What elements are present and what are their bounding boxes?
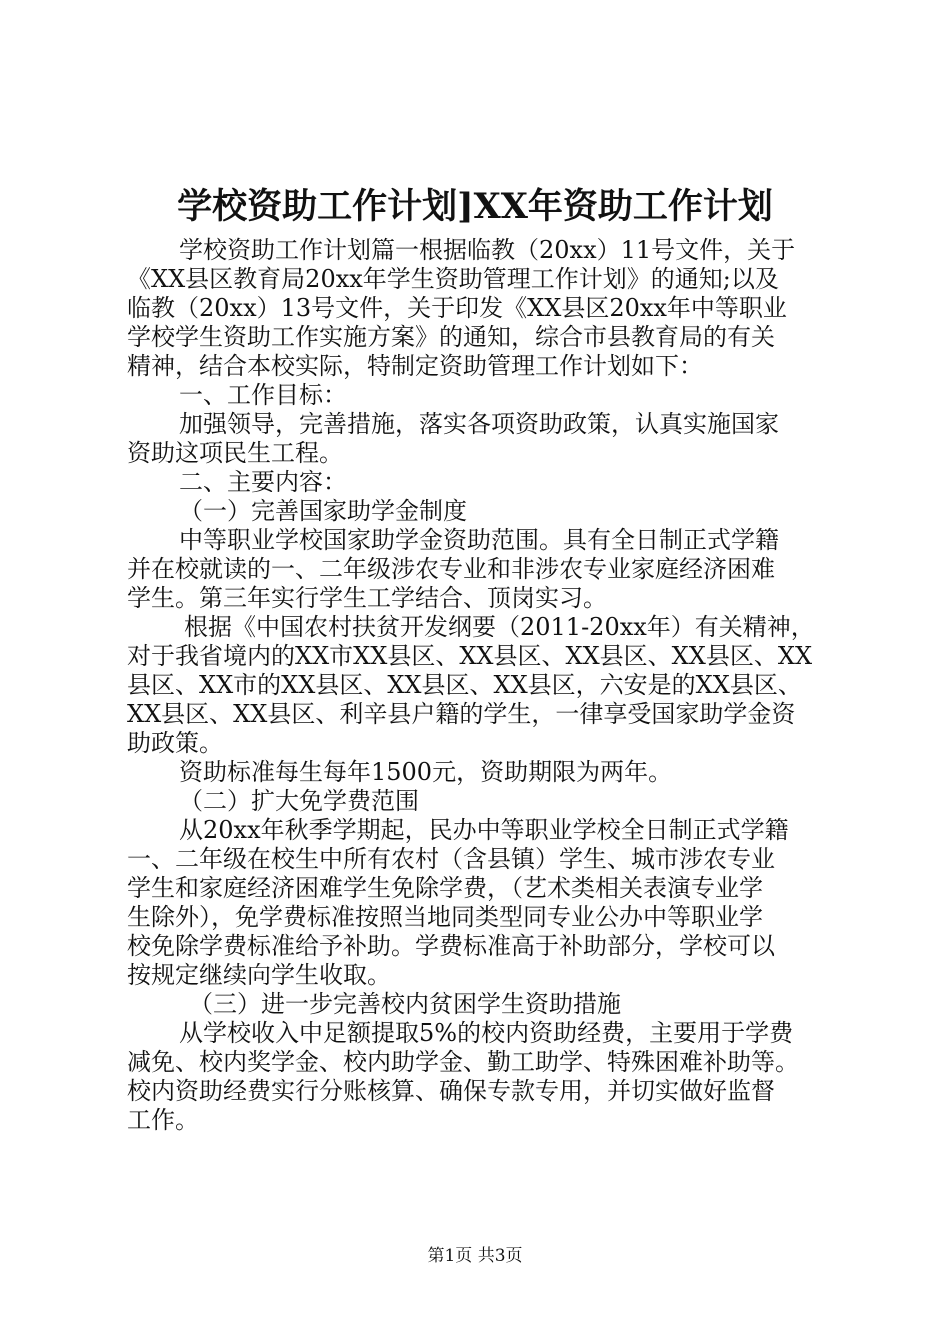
paragraph-line: 减免、校内奖学金、校内助学金、勤工助学、特殊困难补助等。 xyxy=(127,1048,799,1076)
paragraph-line: 助政策。 xyxy=(127,729,223,757)
paragraph-line: 临教（20xx）13号文件，关于印发《XX县区20xx年中等职业 xyxy=(127,294,787,322)
paragraph-line: 学校资助工作计划篇一根据临教（20xx）11号文件，关于 xyxy=(179,236,796,264)
document-body xyxy=(127,236,827,1135)
paragraph-line: 根据《中国农村扶贫开发纲要（2011-20xx年）有关精神， xyxy=(184,613,815,641)
paragraph-line: 对于我省境内的XX市XX县区、XX县区、XX县区、XX县区、XX xyxy=(127,642,813,670)
paragraph-line: 资助这项民生工程。 xyxy=(127,439,343,467)
paragraph-line: 一、二年级在校生中所有农村（含县镇）学生、城市涉农专业 xyxy=(127,845,775,873)
paragraph-line: 学校学生资助工作实施方案》的通知，综合市县教育局的有关 xyxy=(127,323,775,351)
page-number-footer: 第1页 共3页 xyxy=(427,1246,523,1266)
paragraph-line: 学生。第三年实行学生工学结合、顶岗实习。 xyxy=(127,584,607,612)
paragraph-line: 中等职业学校国家助学金资助范围。具有全日制正式学籍 xyxy=(179,526,779,554)
paragraph-line: 并在校就读的一、二年级涉农专业和非涉农专业家庭经济困难 xyxy=(127,555,775,583)
paragraph-line: 工作。 xyxy=(127,1106,199,1134)
paragraph-line: 资助标准每生每年1500元，资助期限为两年。 xyxy=(179,758,673,786)
paragraph-line: 学生和家庭经济困难学生免除学费，（艺术类相关表演专业学 xyxy=(127,874,763,902)
paragraph-line: XX县区、XX县区、利辛县户籍的学生，一律享受国家助学金资 xyxy=(127,700,796,728)
paragraph-line: 县区、XX市的XX县区、XX县区、XX县区，六安是的XX县区、 xyxy=(127,671,802,699)
section-heading: 二、主要内容： xyxy=(179,468,347,496)
section-heading: 一、工作目标： xyxy=(179,381,347,409)
paragraph-line: 《XX县区教育局20xx年学生资助管理工作计划》的通知;以及 xyxy=(127,265,779,293)
document-title: 学校资助工作计划]XX年资助工作计划 xyxy=(177,186,773,227)
paragraph-line: 按规定继续向学生收取。 xyxy=(127,961,391,989)
paragraph-line: 精神，结合本校实际，特制定资助管理工作计划如下： xyxy=(127,352,703,380)
paragraph-line: 从20xx年秋季学期起，民办中等职业学校全日制正式学籍 xyxy=(179,816,789,844)
subsection-heading: （二）扩大免学费范围 xyxy=(179,787,419,815)
paragraph-line: 从学校收入中足额提取5%的校内资助经费，主要用于学费 xyxy=(179,1019,794,1047)
paragraph-line: 生除外），免学费标准按照当地同类型同专业公办中等职业学 xyxy=(127,903,763,931)
paragraph-line: 加强领导，完善措施，落实各项资助政策，认真实施国家 xyxy=(179,410,779,438)
paragraph-line: 校免除学费标准给予补助。学费标准高于补助部分，学校可以 xyxy=(127,932,775,960)
subsection-heading: （三）进一步完善校内贫困学生资助措施 xyxy=(189,990,621,1018)
paragraph-line: 校内资助经费实行分账核算、确保专款专用，并切实做好监督 xyxy=(127,1077,775,1105)
subsection-heading: （一）完善国家助学金制度 xyxy=(179,497,467,525)
